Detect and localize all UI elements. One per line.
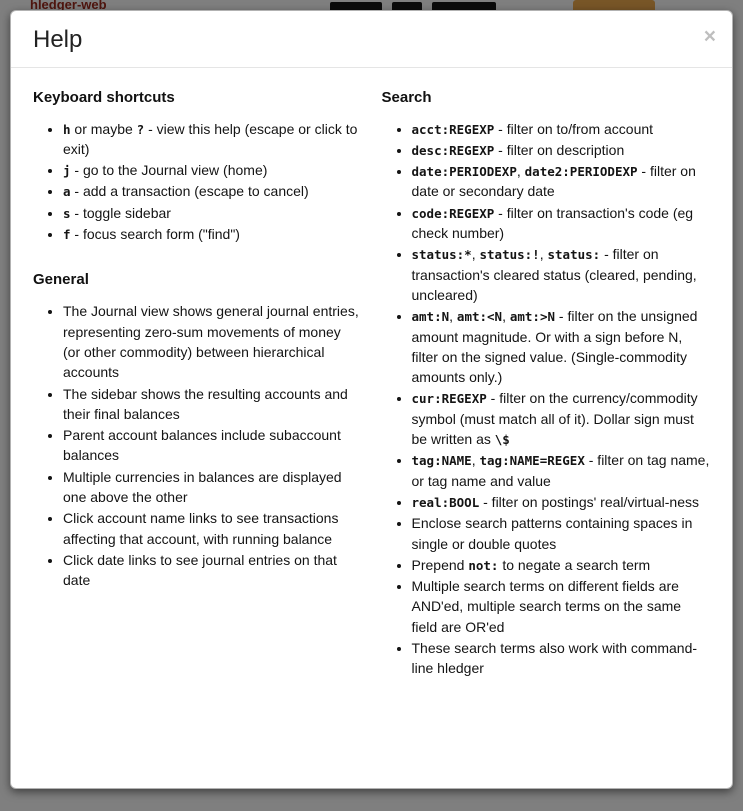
help-list-item: • cur:REGEXP - filter on the currency/commodity symbol (must match all of it). Dollar sign must be written as \$ [412,388,711,449]
help-list-item: • Parent account balances include subaccount balances [63,425,362,466]
section-heading-general: General [33,271,89,289]
help-list-item: • The sidebar shows the resulting accounts and their final balances [63,384,362,425]
code-term: h [63,121,71,137]
help-list-item: • a - add a transaction (escape to cancel) [63,181,362,201]
code-term: status:! [479,247,540,263]
left-column [33,89,362,689]
help-list-item: • The Journal view shows general journal entries, representing zero-sum movements of money (or other commodity) between hierarchical accounts [63,301,362,382]
help-list-item: • real:BOOL - filter on postings' real/virtual-ness [412,492,711,512]
help-list-item: • Multiple currencies in balances are displayed one above the other [63,467,362,508]
code-term: s [63,205,71,221]
code-term: \$ [494,432,510,448]
code-term: date2:PERIODEXP [524,164,638,180]
code-term: amt:N [411,309,450,325]
general-list [33,301,362,590]
help-list-item: • Enclose search patterns containing spaces in single or double quotes [412,513,711,554]
code-term: acct:REGEXP [411,121,495,137]
code-term: cur:REGEXP [411,391,487,407]
help-list-item: • amt:N, amt:<N, amt:>N - filter on the unsigned amount magnitude. Or with a sign before N, filter on the signed value. (Single-commodity amounts only.) [412,306,711,387]
code-term: ? [136,121,145,137]
code-term: date:PERIODEXP [411,164,517,180]
modal-title: Help [33,26,83,53]
code-term: desc:REGEXP [411,142,495,158]
help-list-item: • desc:REGEXP - filter on description [412,140,711,160]
help-list-item: • status:*, status:!, status: - filter on transaction's cleared status (cleared, pending, uncleared) [412,244,711,305]
help-list-item: • f - focus search form ("find") [63,224,362,244]
right-column [382,89,711,689]
code-term: amt:>N [509,309,556,325]
code-term: tag:NAME [411,453,472,469]
code-term: a [63,184,71,200]
help-list-item: • Click account name links to see transactions affecting that account, with running balance [63,508,362,549]
section-heading-search: Search [381,88,432,106]
modal-body [11,68,732,710]
close-icon[interactable]: × [703,25,716,48]
help-list-item: • h or maybe ? - view this help (escape or click to exit) [63,119,362,160]
keyboard-shortcuts-list [33,119,362,245]
code-term: status:* [411,247,472,263]
code-term: tag:NAME=REGEX [479,453,585,469]
help-list-item: • acct:REGEXP - filter on to/from account [412,119,711,139]
code-term: f [63,227,71,243]
search-list [382,119,711,679]
help-list-item: • date:PERIODEXP, date2:PERIODEXP - filter on date or secondary date [412,161,711,202]
help-list-item: • These search terms also work with command-line hledger [412,638,711,679]
modal-header [11,11,732,68]
help-list-item: • Prepend not: to negate a search term [412,555,711,575]
code-term: not: [468,557,499,573]
help-list-item: • Multiple search terms on different fields are AND'ed, multiple search terms on the same field are OR'ed [412,576,711,637]
code-term: j [63,163,71,179]
code-term: status: [547,247,601,263]
help-modal [10,10,733,789]
help-list-item: • tag:NAME, tag:NAME=REGEX - filter on tag name, or tag name and value [412,450,711,491]
code-term: amt:<N [456,309,503,325]
help-list-item: • s - toggle sidebar [63,203,362,223]
section-heading-keyboard-shortcuts: Keyboard shortcuts [33,88,175,106]
help-list-item: • j - go to the Journal view (home) [63,160,362,180]
code-term: real:BOOL [411,494,480,510]
code-term: code:REGEXP [411,205,495,221]
help-list-item: • code:REGEXP - filter on transaction's code (eg check number) [412,203,711,244]
help-list-item: • Click date links to see journal entries on that date [63,550,362,591]
